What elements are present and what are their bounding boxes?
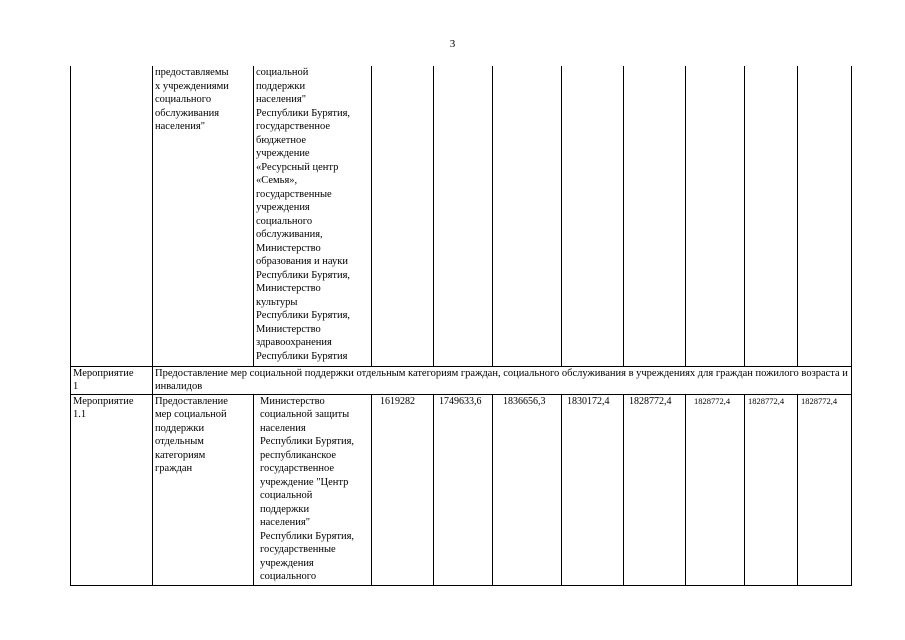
event-1-label-cell bbox=[71, 366, 153, 394]
continuation-executors-text: социальной поддержки населения" Республики Бурятия, государственное бюджетное учреждение «Ресурсный центр «Семья», государственные учреждения социального обслуживания, Министерство образования и науки Республики Бурятия, Министерство культуры Республики Бурятия, Министерство здравоохранения Республики Бурятия bbox=[256, 67, 351, 362]
continuation-col1-cell bbox=[71, 66, 153, 366]
event-1-1-label-cell bbox=[71, 394, 153, 585]
program-table bbox=[70, 66, 852, 586]
value-cell: 1749633,6 bbox=[434, 394, 493, 585]
continuation-empty-cell bbox=[798, 66, 852, 366]
event-1-1-name: Предоставление мер социальной поддержки отдельным категориям граждан bbox=[155, 395, 228, 474]
event-1-description-cell bbox=[153, 366, 852, 394]
value-cell: 1619282 bbox=[372, 394, 434, 585]
event-1-description: Предоставление мер социальной поддержки отдельным категориям граждан, социального обслуживания в учреждениях для граждан пожилого возраста и инвалидов bbox=[155, 367, 848, 392]
event-1-1-name-cell bbox=[153, 394, 254, 585]
value-cell: 1828772,4 bbox=[624, 394, 686, 585]
continuation-empty-cell bbox=[434, 66, 493, 366]
event-1-1-executors-cell bbox=[254, 394, 372, 585]
continuation-empty-cell bbox=[562, 66, 624, 366]
value-cell: 1836656,3 bbox=[493, 394, 562, 585]
value-cell: 1830172,4 bbox=[562, 394, 624, 585]
continuation-name-text: предоставляемы х учреждениями социального обслуживания населения" bbox=[155, 67, 229, 132]
continuation-col3-cell bbox=[254, 66, 372, 366]
continuation-empty-cell bbox=[745, 66, 798, 366]
page-number: 3 bbox=[449, 38, 456, 50]
event-1-1-label: Мероприятие 1.1 bbox=[73, 395, 134, 420]
event-1-label: Мероприятие 1 bbox=[73, 367, 134, 392]
continuation-empty-cell bbox=[624, 66, 686, 366]
continuation-empty-cell bbox=[493, 66, 562, 366]
event-1-row bbox=[71, 366, 852, 394]
event-1-1-executors: Министерство социальной защиты населения Республики Бурятия, республиканское государственное учреждение "Центр социальной поддержки населения" Республики Бурятия, государственные учреждения социального bbox=[260, 395, 355, 582]
continuation-col2-cell bbox=[153, 66, 254, 366]
continuation-empty-cell bbox=[372, 66, 434, 366]
value-cell: 1828772,4 bbox=[686, 394, 745, 585]
continuation-empty-cell bbox=[686, 66, 745, 366]
value-cell: 1828772,4 bbox=[798, 394, 852, 585]
value-cell: 1828772,4 bbox=[745, 394, 798, 585]
continuation-row bbox=[71, 66, 852, 366]
event-1-1-row bbox=[71, 394, 852, 585]
